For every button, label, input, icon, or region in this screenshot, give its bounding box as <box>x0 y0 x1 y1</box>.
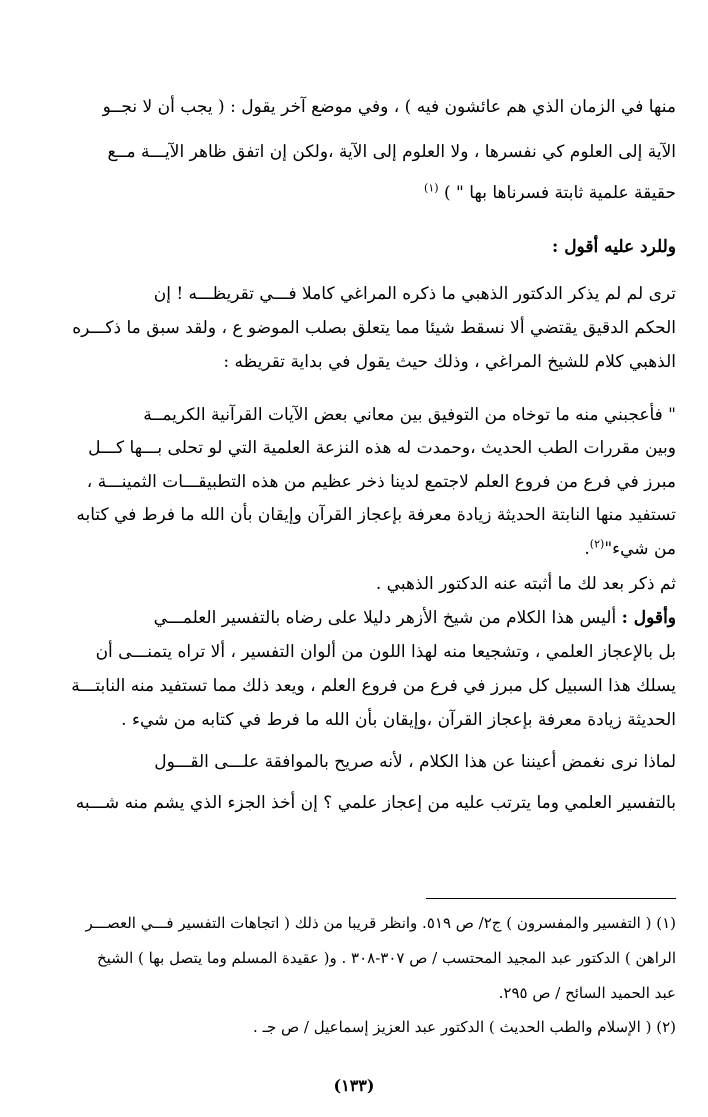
footnote2: (٢) ( الإسلام والطب الحديث ) الدكتور عبد العزيز إسماعيل / ص جـ . <box>253 1018 676 1036</box>
paragraph4-line-1 <box>32 607 676 629</box>
paragraph4-line-4: الحديثة زيادة معرفة بإعجاز القرآن ،وإيقان بأن الله ما فرط في كتابه من شيء . <box>121 710 676 730</box>
quote-line-5 <box>32 538 676 560</box>
paragraph4-line-1-text: أليس هذا الكلام من شيخ الأزهر دليلا على رضاه بالتفسير العلمـــي <box>153 608 617 628</box>
footnote1-line-2: الراهن ) الدكتور عبد المجيد المحتسب / ص ٣٠٧-٣٠٨ . و( عقيدة المسلم وما يتصل بها ) الشيخ <box>96 949 676 967</box>
paragraph4-line-3: يسلك هذا السبيل كل مبرز في فرع من فروع العلم ، ويعد ذلك مما تستفيد منه النابتـــة <box>71 676 676 696</box>
paragraph3: ثم ذكر بعد لك ما أثبته عنه الدكتور الذهبي . <box>375 574 676 594</box>
quote-line-3: مبرز في فرع من فروع العلم لاجتمع لدينا ذخر عظيم من هذه التطبيقـــات الثمينـــة ، <box>86 472 676 492</box>
paragraph2-line-2: الحكم الدقيق يقتضي ألا نسقط شيئا مما يتعلق بصلب الموضو ع ، ولقد سبق ما ذكـــره <box>72 318 676 338</box>
paragraph1-line-2: الآية إلى العلوم كي نفسرها ، ولا العلوم إلى الآية ،ولكن إن اتفق ظاهر الآيـــة مــع <box>107 142 676 162</box>
quote-line-2: وبين مقررات الطب الحديث ،وحمدت له هذه النزعة العلمية التي لو تحلى بـــها كـــل <box>88 438 676 458</box>
paragraph4-line-2: بل بالإعجاز العلمي ، وتشجيعا منه لهذا اللون من ألوان التفسير ، ألا تراه يتمنـــى أن <box>95 642 676 662</box>
footnote1-line-3: عبد الحميد السائح / ص ٢٩٥. <box>498 984 676 1002</box>
paragraph2-line-1: ترى لم لم يذكر الدكتور الذهبي ما ذكره المراغي كاملا فـــي تقريظـــه ! إن <box>153 284 676 304</box>
quote-line-5-text: من شيء" <box>604 539 676 559</box>
footnote-ref-1: (١) <box>424 181 439 195</box>
footnote1-line-1: (١) ( التفسير والمفسرون ) ج٢/ ص ٥١٩. وانظر قريبا من ذلك ( اتجاهات التفسير فـــي العصـــر <box>85 914 676 932</box>
footnote-ref-2: (٢) <box>589 537 605 551</box>
paragraph5-line-2: بالتفسير العلمي وما يترتب عليه من إعجاز علمي ؟ إن أخذ الجزء الذي يشم منه شـــبه <box>75 793 676 813</box>
page-number: (١٣٣) <box>333 1076 375 1095</box>
paragraph1-line-1: منها في الزمان الذي هم عائشون فيه ) ، وفي موضع آخر يقول : ( يجب أن لا نجــو <box>102 97 676 117</box>
quote-line-4: تستفيد منها النابتة الحديثة زيادة معرفة بإعجاز القرآن وإيقان بأن الله ما فرط في كتابه <box>76 505 676 525</box>
paragraph4-lead: وأقول : <box>621 608 676 628</box>
quote-end: . <box>584 539 590 559</box>
paragraph1-line-3 <box>32 182 676 204</box>
footnote-separator <box>426 898 676 899</box>
paragraph1-line-3-text: حقيقة علمية ثابتة فسرناها بها " ) <box>443 183 676 203</box>
quote-line-1: " فأعجبني منه ما توخاه من التوفيق بين معاني بعض الآيات القرآنية الكريمــة <box>143 405 676 425</box>
paragraph5-line-1: لماذا نرى نغمض أعيننا عن هذا الكلام ، لأنه صريح بالموافقة علـــى القـــول <box>154 752 676 772</box>
paragraph2-line-3: الذهبي كلام للشيخ المراغي ، وذلك حيث يقول في بداية تقريظه : <box>223 352 676 372</box>
section-heading: وللرد عليه أقول : <box>552 237 676 257</box>
